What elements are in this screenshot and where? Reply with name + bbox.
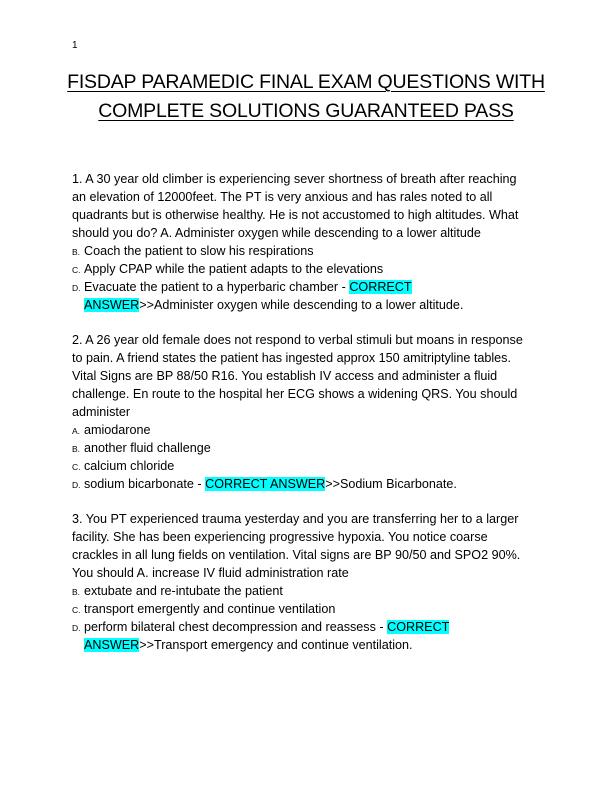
option-d	[72, 278, 550, 296]
correct-answer-text: >>Sodium Bicarbonate.	[325, 477, 457, 491]
option-text: another fluid challenge	[84, 441, 211, 455]
question-3	[72, 510, 550, 654]
option-d	[72, 475, 550, 493]
correct-answer-label: CORRECT	[387, 620, 450, 634]
option-c	[72, 600, 550, 618]
option-letter: B.	[72, 247, 81, 257]
option-text: perform bilateral chest decompression and reassess -	[84, 620, 388, 634]
option-letter: D.	[72, 283, 81, 293]
option-letter: C.	[72, 265, 81, 275]
option-d	[72, 618, 550, 636]
option-c	[72, 260, 550, 278]
question-stem-line: an elevation of 12000feet. The PT is very anxious and has rales noted to all	[72, 190, 493, 204]
question-stem-line: 2. A 26 year old female does not respond to verbal stimuli but moans in response	[72, 333, 523, 347]
answer-line	[72, 296, 550, 314]
option-text: extubate and re-intubate the patient	[84, 584, 283, 598]
question-1	[72, 170, 550, 314]
question-stem-line: You should A. increase IV fluid administration rate	[72, 566, 349, 580]
option-text: amiodarone	[84, 423, 151, 437]
question-stem-line: facility. She has been experiencing progressive hypoxia. You notice coarse	[72, 530, 488, 544]
option-text: sodium bicarbonate -	[84, 477, 206, 491]
correct-answer-text: >>Administer oxygen while descending to a lower altitude.	[139, 298, 464, 312]
question-stem-line: challenge. En route to the hospital her ECG shows a widening QRS. You should	[72, 387, 518, 401]
option-text: Apply CPAP while the patient adapts to the elevations	[84, 262, 384, 276]
option-c	[72, 457, 550, 475]
document-title	[60, 68, 552, 126]
question-stem-line: should you do? A. Administer oxygen while descending to a lower altitude	[72, 226, 481, 240]
question-stem-line: 3. You PT experienced trauma yesterday and you are transferring her to a larger	[72, 512, 519, 526]
option-b	[72, 439, 550, 457]
question-stem-line: crackles in all lung fields on ventilation. Vital signs are BP 90/50 and SPO2 90%.	[72, 548, 521, 562]
correct-answer-label: ANSWER	[84, 298, 140, 312]
question-stem-line: quadrants but is otherwise healthy. He is not accustomed to high altitudes. What	[72, 208, 519, 222]
correct-answer-label: ANSWER	[84, 638, 140, 652]
option-text: Coach the patient to slow his respirations	[84, 244, 314, 258]
question-stem-line: to pain. A friend states the patient has ingested approx 150 amitriptyline tables.	[72, 351, 511, 365]
option-letter: B.	[72, 587, 81, 597]
option-a	[72, 421, 550, 439]
answer-line	[72, 636, 550, 654]
page-number: 1	[72, 40, 78, 51]
title-line-1: FISDAP PARAMEDIC FINAL EXAM QUESTIONS WITH	[67, 71, 545, 93]
option-letter: A.	[72, 426, 81, 436]
option-text: Evacuate the patient to a hyperbaric chamber -	[84, 280, 350, 294]
option-text: transport emergently and continue ventilation	[84, 602, 336, 616]
question-stem-line: administer	[72, 405, 131, 419]
title-line-2: COMPLETE SOLUTIONS GUARANTEED PASS	[98, 100, 514, 122]
option-b	[72, 242, 550, 260]
question-stem-line: 1. A 30 year old climber is experiencing sever shortness of breath after reaching	[72, 172, 517, 186]
option-letter: C.	[72, 605, 81, 615]
correct-answer-text: >>Transport emergency and continue ventilation.	[139, 638, 413, 652]
option-letter: B.	[72, 444, 81, 454]
option-text: calcium chloride	[84, 459, 175, 473]
question-stem-line: Vital Signs are BP 88/50 R16. You establish IV access and administer a fluid	[72, 369, 498, 383]
option-letter: D.	[72, 480, 81, 490]
correct-answer-label: CORRECT ANSWER	[205, 477, 326, 491]
option-letter: C.	[72, 462, 81, 472]
correct-answer-label: CORRECT	[349, 280, 412, 294]
option-b	[72, 582, 550, 600]
option-letter: D.	[72, 623, 81, 633]
question-2	[72, 331, 550, 493]
